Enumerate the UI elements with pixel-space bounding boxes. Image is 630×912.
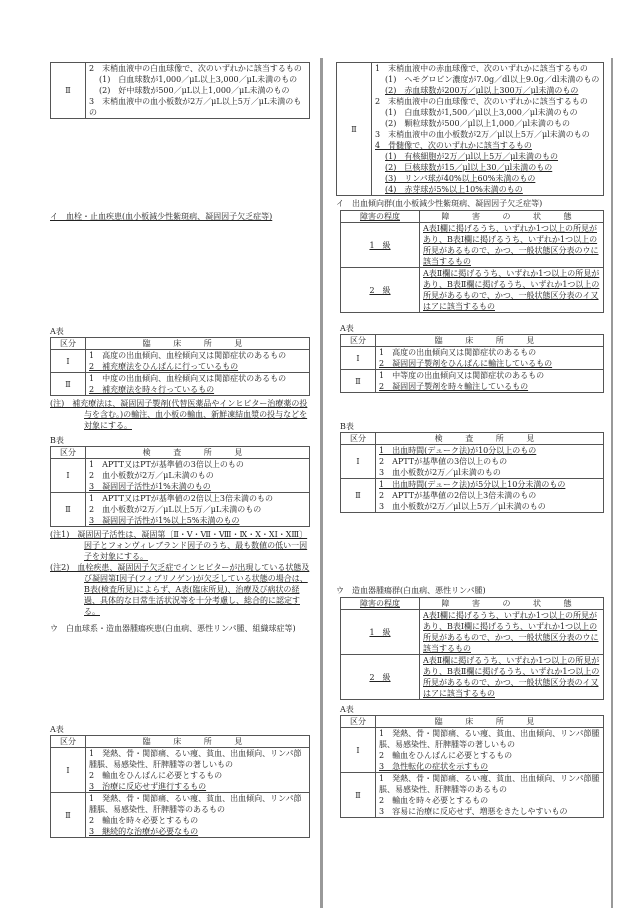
grade-cell: Ⅰ <box>51 459 86 493</box>
grade-cell: Ⅰ <box>341 728 376 773</box>
header-degree: 障害の程度 <box>341 598 420 610</box>
header-row <box>51 736 310 748</box>
finding-line: 1 出血時間(デューク法)が5分以上10分未満のもの <box>379 480 566 489</box>
findings-cell <box>86 63 310 119</box>
table-label: A表 <box>50 327 64 336</box>
header-findings: 臨 床 所 見 <box>376 716 604 728</box>
finding-line: 2 凝固因子製剤を時々輸注しているもの <box>379 382 529 391</box>
finding-line: (1) ヘモグロビン濃度が7.0g／dl以上9.0g／dl未満のもの <box>385 75 600 84</box>
section-heading-i-right: イ 出血傾向群(血小板減少性紫斑病、凝固因子欠乏症等) <box>336 199 543 208</box>
header-row <box>341 433 604 445</box>
finding-line: (2) 赤血球数が200万／μl以上300万／μl未満のもの <box>385 86 579 95</box>
findings-table <box>50 446 310 527</box>
findings-cell <box>86 459 310 493</box>
grade-table <box>340 210 604 313</box>
grade-cell: Ⅰ <box>341 347 376 370</box>
finding-line: 1 APTT又はPTが基準値の2倍以上3倍未満のもの <box>89 494 273 503</box>
note-1: (注1) 凝固因子活性は、凝固第〔Ⅱ・Ⅴ・Ⅶ・Ⅷ・Ⅸ・Ⅹ・ⅩⅠ・ⅩⅢ〕因子とフォンヴィレブランド因子のうち、最も数値の低い一因子を対象にする。 <box>50 530 308 561</box>
findings-cell <box>376 347 604 370</box>
finding-line: (3) リンパ球が40%以上60%未満のもの <box>385 174 536 183</box>
table-row <box>341 773 604 818</box>
findings-table <box>50 337 310 396</box>
table-row <box>51 793 310 838</box>
finding-line: 1 出血時間(デューク法)が10分以上のもの <box>379 446 537 455</box>
table-row <box>51 350 310 373</box>
right-top-table <box>336 62 604 196</box>
finding-line: 1 中度の出血傾向、血栓傾向又は関節症状のあるもの <box>89 374 287 383</box>
header-state: 障 害 の 状 態 <box>420 211 604 223</box>
section-heading-i-left: イ 血栓・止血疾患(血小板減少性紫斑病、凝固因子欠乏症等) <box>50 212 273 221</box>
note-2: (注2) 血栓疾患、凝固因子欠乏症でインヒビターが出現している状態及び凝固第Ⅰ因子(フィブリノゲン)が欠乏している状態の場合は、B表(検査所見)によらず、A表(臨床所見)、治療及び病状の経過、具体的な日常生活状況等を十分考慮し、総合的に認定する。 <box>50 563 310 616</box>
findings-cell <box>86 793 310 838</box>
header-degree: 障害の程度 <box>341 211 420 223</box>
grade-cell: Ⅰ <box>341 445 376 479</box>
grade-description: A表Ⅱ欄に掲げるうち、いずれか1つ以上の所見があり、B表Ⅱ欄に掲げるうち、いずれか1つ以上の所見があるもので、かつ、一般状態区分表のイ又はアに該当するもの <box>420 655 604 700</box>
finding-line: 1 発熱、骨・関節痛、るい痩、貧血、出血傾向、リンパ節腫脹、易感染性、肝脾腫等の著しいもの <box>379 729 600 749</box>
header-row <box>341 211 604 223</box>
finding-line: 3 急性転化の症状を示すもの <box>379 762 489 771</box>
left-a-table <box>50 326 310 396</box>
header-row <box>341 716 604 728</box>
finding-line: (2) 巨核球数が15／μl以上30／μl未満のもの <box>385 163 553 172</box>
findings-cell <box>86 373 310 396</box>
findings-table <box>50 62 310 119</box>
grade-cell: Ⅰ <box>51 350 86 373</box>
finding-line: 2 APTTが基準値の2倍以上3倍未満のもの <box>379 491 537 500</box>
left-top-table <box>50 62 310 119</box>
finding-line: 1 高度の出血傾向、血栓傾向又は関節症状のあるもの <box>89 351 287 360</box>
finding-line: 2 末梢血液中の白血球像で、次のいずれかに該当するもの <box>89 64 302 73</box>
section-heading-u-right: ウ 造血器腫瘍群(白血病、悪性リンパ腫) <box>336 586 486 595</box>
findings-cell <box>376 445 604 479</box>
finding-line: (1) 白血球数が1,000／μL以上3,000／μL未満のもの <box>99 75 298 84</box>
header-row <box>51 338 310 350</box>
finding-line: 3 末梢血液中の血小板数が2万／μL以上5万／μL未満のもの <box>89 97 302 117</box>
finding-line: 1 中等度の出血傾向又は関節症状のあるもの <box>379 371 545 380</box>
findings-cell <box>376 773 604 818</box>
finding-line: 2 凝固因子製剤をひんぱんに輸注しているもの <box>379 359 553 368</box>
header-findings: 検 査 所 見 <box>86 447 310 459</box>
header-findings: 臨 床 所 見 <box>376 335 604 347</box>
finding-line: 2 輸血を時々必要とするもの <box>379 796 489 805</box>
finding-line: 1 発熱、骨・関節痛、るい痩、貧血、出血傾向、リンパ節腫脹、易感染性、肝脾腫等のあるもの <box>379 774 600 794</box>
header-category: 区分 <box>341 716 376 728</box>
finding-line: 4 骨髄像で、次のいずれかに該当するもの <box>375 141 532 150</box>
finding-line: (4) 赤芽球が5%以上10%未満のもの <box>385 185 523 194</box>
right-b-table <box>340 421 604 513</box>
right-a2-table <box>340 704 604 818</box>
left-b-notes <box>50 529 310 617</box>
grade-row <box>341 268 604 313</box>
grade-cell: Ⅱ <box>51 793 86 838</box>
findings-cell <box>372 63 604 196</box>
grade-cell: Ⅱ <box>337 63 372 196</box>
table-row <box>51 373 310 396</box>
page-edge <box>611 58 613 908</box>
table-row <box>341 479 604 513</box>
finding-line: (1) 白血球数が1,500／μl以上3,000／μl未満のもの <box>385 108 578 117</box>
grade-row <box>341 655 604 700</box>
grade-level: 1 級 <box>341 610 420 655</box>
header-row <box>341 598 604 610</box>
finding-line: 2 血小板数が2万／μL以上5万／μL未満のもの <box>89 505 262 514</box>
table-row <box>51 493 310 527</box>
finding-line: 2 APTTが基準値の3倍以上のもの <box>379 457 508 466</box>
finding-line: 3 凝固因子活性が1%未満のもの <box>89 482 211 491</box>
table-row <box>337 63 604 196</box>
grade-cell: Ⅱ <box>51 63 86 119</box>
right-grade-table-i <box>340 210 604 313</box>
grade-level: 2 級 <box>341 655 420 700</box>
finding-line: (2) 好中球数が500／μL以上1,000／μL未満のもの <box>99 86 290 95</box>
header-row <box>51 447 310 459</box>
findings-cell <box>86 493 310 527</box>
column-divider <box>320 58 323 908</box>
findings-table <box>340 432 604 513</box>
findings-cell <box>86 748 310 793</box>
grade-cell: Ⅱ <box>341 773 376 818</box>
grade-level: 1 級 <box>341 223 420 268</box>
right-grade-table-u <box>340 597 604 700</box>
grade-cell: Ⅱ <box>341 370 376 393</box>
header-state: 障 害 の 状 態 <box>420 598 604 610</box>
finding-line: 3 容易に治療に反応せず、増悪をきたしやすいもの <box>379 807 568 816</box>
finding-line: 2 末梢血液中の白血球像で、次のいずれかに該当するもの <box>375 97 588 106</box>
header-findings: 臨 床 所 見 <box>86 338 310 350</box>
findings-table <box>336 62 604 196</box>
findings-cell <box>376 479 604 513</box>
table-label: B表 <box>340 422 354 431</box>
grade-description: A表Ⅰ欄に掲げるうち、いずれか1つ以上の所見があり、B表Ⅰ欄に掲げるうち、いずれか1つ以上の所見があるもので、かつ、一般状態区分表のウに該当するもの <box>420 223 604 268</box>
table-row <box>341 728 604 773</box>
left-a-note: (注) 補充療法は、凝固因子製剤(代替医薬品やインヒビター治療薬の投与を含む。)の輸注、血小板の輸血、新鮮凍結血漿の投与などを対象にする。 <box>50 399 308 430</box>
header-category: 区分 <box>341 433 376 445</box>
findings-table <box>340 334 604 393</box>
header-findings: 検 査 所 見 <box>376 433 604 445</box>
grade-row <box>341 610 604 655</box>
finding-line: 3 治療に反応せず進行するもの <box>89 782 207 791</box>
finding-line: 1 高度の出血傾向又は関節症状のあるもの <box>379 348 537 357</box>
left-b-table <box>50 435 310 527</box>
left-column <box>50 62 310 838</box>
finding-line: 2 輸血をひんぱんに必要とするもの <box>379 751 513 760</box>
findings-table <box>340 715 604 818</box>
findings-cell <box>86 350 310 373</box>
finding-line: (1) 有核細胞が2万／μl以上5万／μl未満のもの <box>385 152 559 161</box>
left-a2-table <box>50 724 310 838</box>
section-heading-u-left: ウ 白血球系・造血器腫瘍疾患(白血病、悪性リンパ腫、組織球症等) <box>50 624 296 633</box>
table-label: B表 <box>50 436 64 445</box>
finding-line: 1 APTT又はPTが基準値の3倍以上のもの <box>89 460 244 469</box>
finding-line: 1 発熱、骨・関節痛、るい痩、貧血、出血傾向、リンパ節腫脹、易感染性、肝脾腫等の著しいもの <box>89 749 302 769</box>
grade-level: 2 級 <box>341 268 420 313</box>
finding-line: 3 凝固因子活性が1%以上5%未満のもの <box>89 516 240 525</box>
table-row <box>51 459 310 493</box>
grade-row <box>341 223 604 268</box>
grade-description: A表Ⅰ欄に掲げるうち、いずれか1つ以上の所見があり、B表Ⅰ欄に掲げるうち、いずれか1つ以上の所見があるもので、かつ、一般状態区分表のウに該当するもの <box>420 610 604 655</box>
finding-line: 2 輸血を時々必要とするもの <box>89 816 199 825</box>
finding-line: 2 補充療法を時々行っているもの <box>89 385 215 394</box>
finding-line: (2) 顆粒球数が500／μl以上1,000／μl未満のもの <box>385 119 571 128</box>
header-category: 区分 <box>51 447 86 459</box>
grade-cell: Ⅱ <box>51 493 86 527</box>
findings-cell <box>376 728 604 773</box>
grade-description: A表Ⅱ欄に掲げるうち、いずれか1つ以上の所見があり、B表Ⅱ欄に掲げるうち、いずれか1つ以上の所見があるもので、かつ、一般状態区分表のイ又はアに該当するもの <box>420 268 604 313</box>
finding-line: 2 輸血をひんぱんに必要とするもの <box>89 771 223 780</box>
header-category: 区分 <box>51 736 86 748</box>
findings-cell <box>376 370 604 393</box>
table-label: A表 <box>340 324 354 333</box>
finding-line: 1 発熱、骨・関節痛、るい痩、貧血、出血傾向、リンパ節腫脹、易感染性、肝脾腫等のあるもの <box>89 794 302 814</box>
table-row <box>51 748 310 793</box>
header-category: 区分 <box>51 338 86 350</box>
header-category: 区分 <box>341 335 376 347</box>
finding-line: 3 継続的な治療が必要なもの <box>89 827 199 836</box>
table-row <box>341 347 604 370</box>
right-a-table <box>340 323 604 393</box>
right-column <box>336 62 604 818</box>
table-label: A表 <box>50 725 64 734</box>
finding-line: 3 血小板数が2万／μl未満のもの <box>379 468 501 477</box>
table-row <box>341 370 604 393</box>
finding-line: 3 血小板数が2万／μl以上5万／μl未満のもの <box>379 502 546 511</box>
grade-table <box>340 597 604 700</box>
grade-cell: Ⅱ <box>341 479 376 513</box>
finding-line: 2 補充療法をひんぱんに行っているもの <box>89 362 239 371</box>
finding-line: 1 末梢血液中の赤血球像で、次のいずれかに該当するもの <box>375 64 588 73</box>
grade-cell: Ⅱ <box>51 373 86 396</box>
grade-cell: Ⅰ <box>51 748 86 793</box>
table-row <box>51 63 310 119</box>
finding-line: 2 血小板数が2万／μL未満のもの <box>89 471 214 480</box>
findings-table <box>50 735 310 838</box>
finding-line: 3 末梢血液中の血小板数が2万／μl以上5万／μl未満のもの <box>375 130 590 139</box>
header-findings: 臨 床 所 見 <box>86 736 310 748</box>
table-label: A表 <box>340 705 354 714</box>
table-row <box>341 445 604 479</box>
header-row <box>341 335 604 347</box>
